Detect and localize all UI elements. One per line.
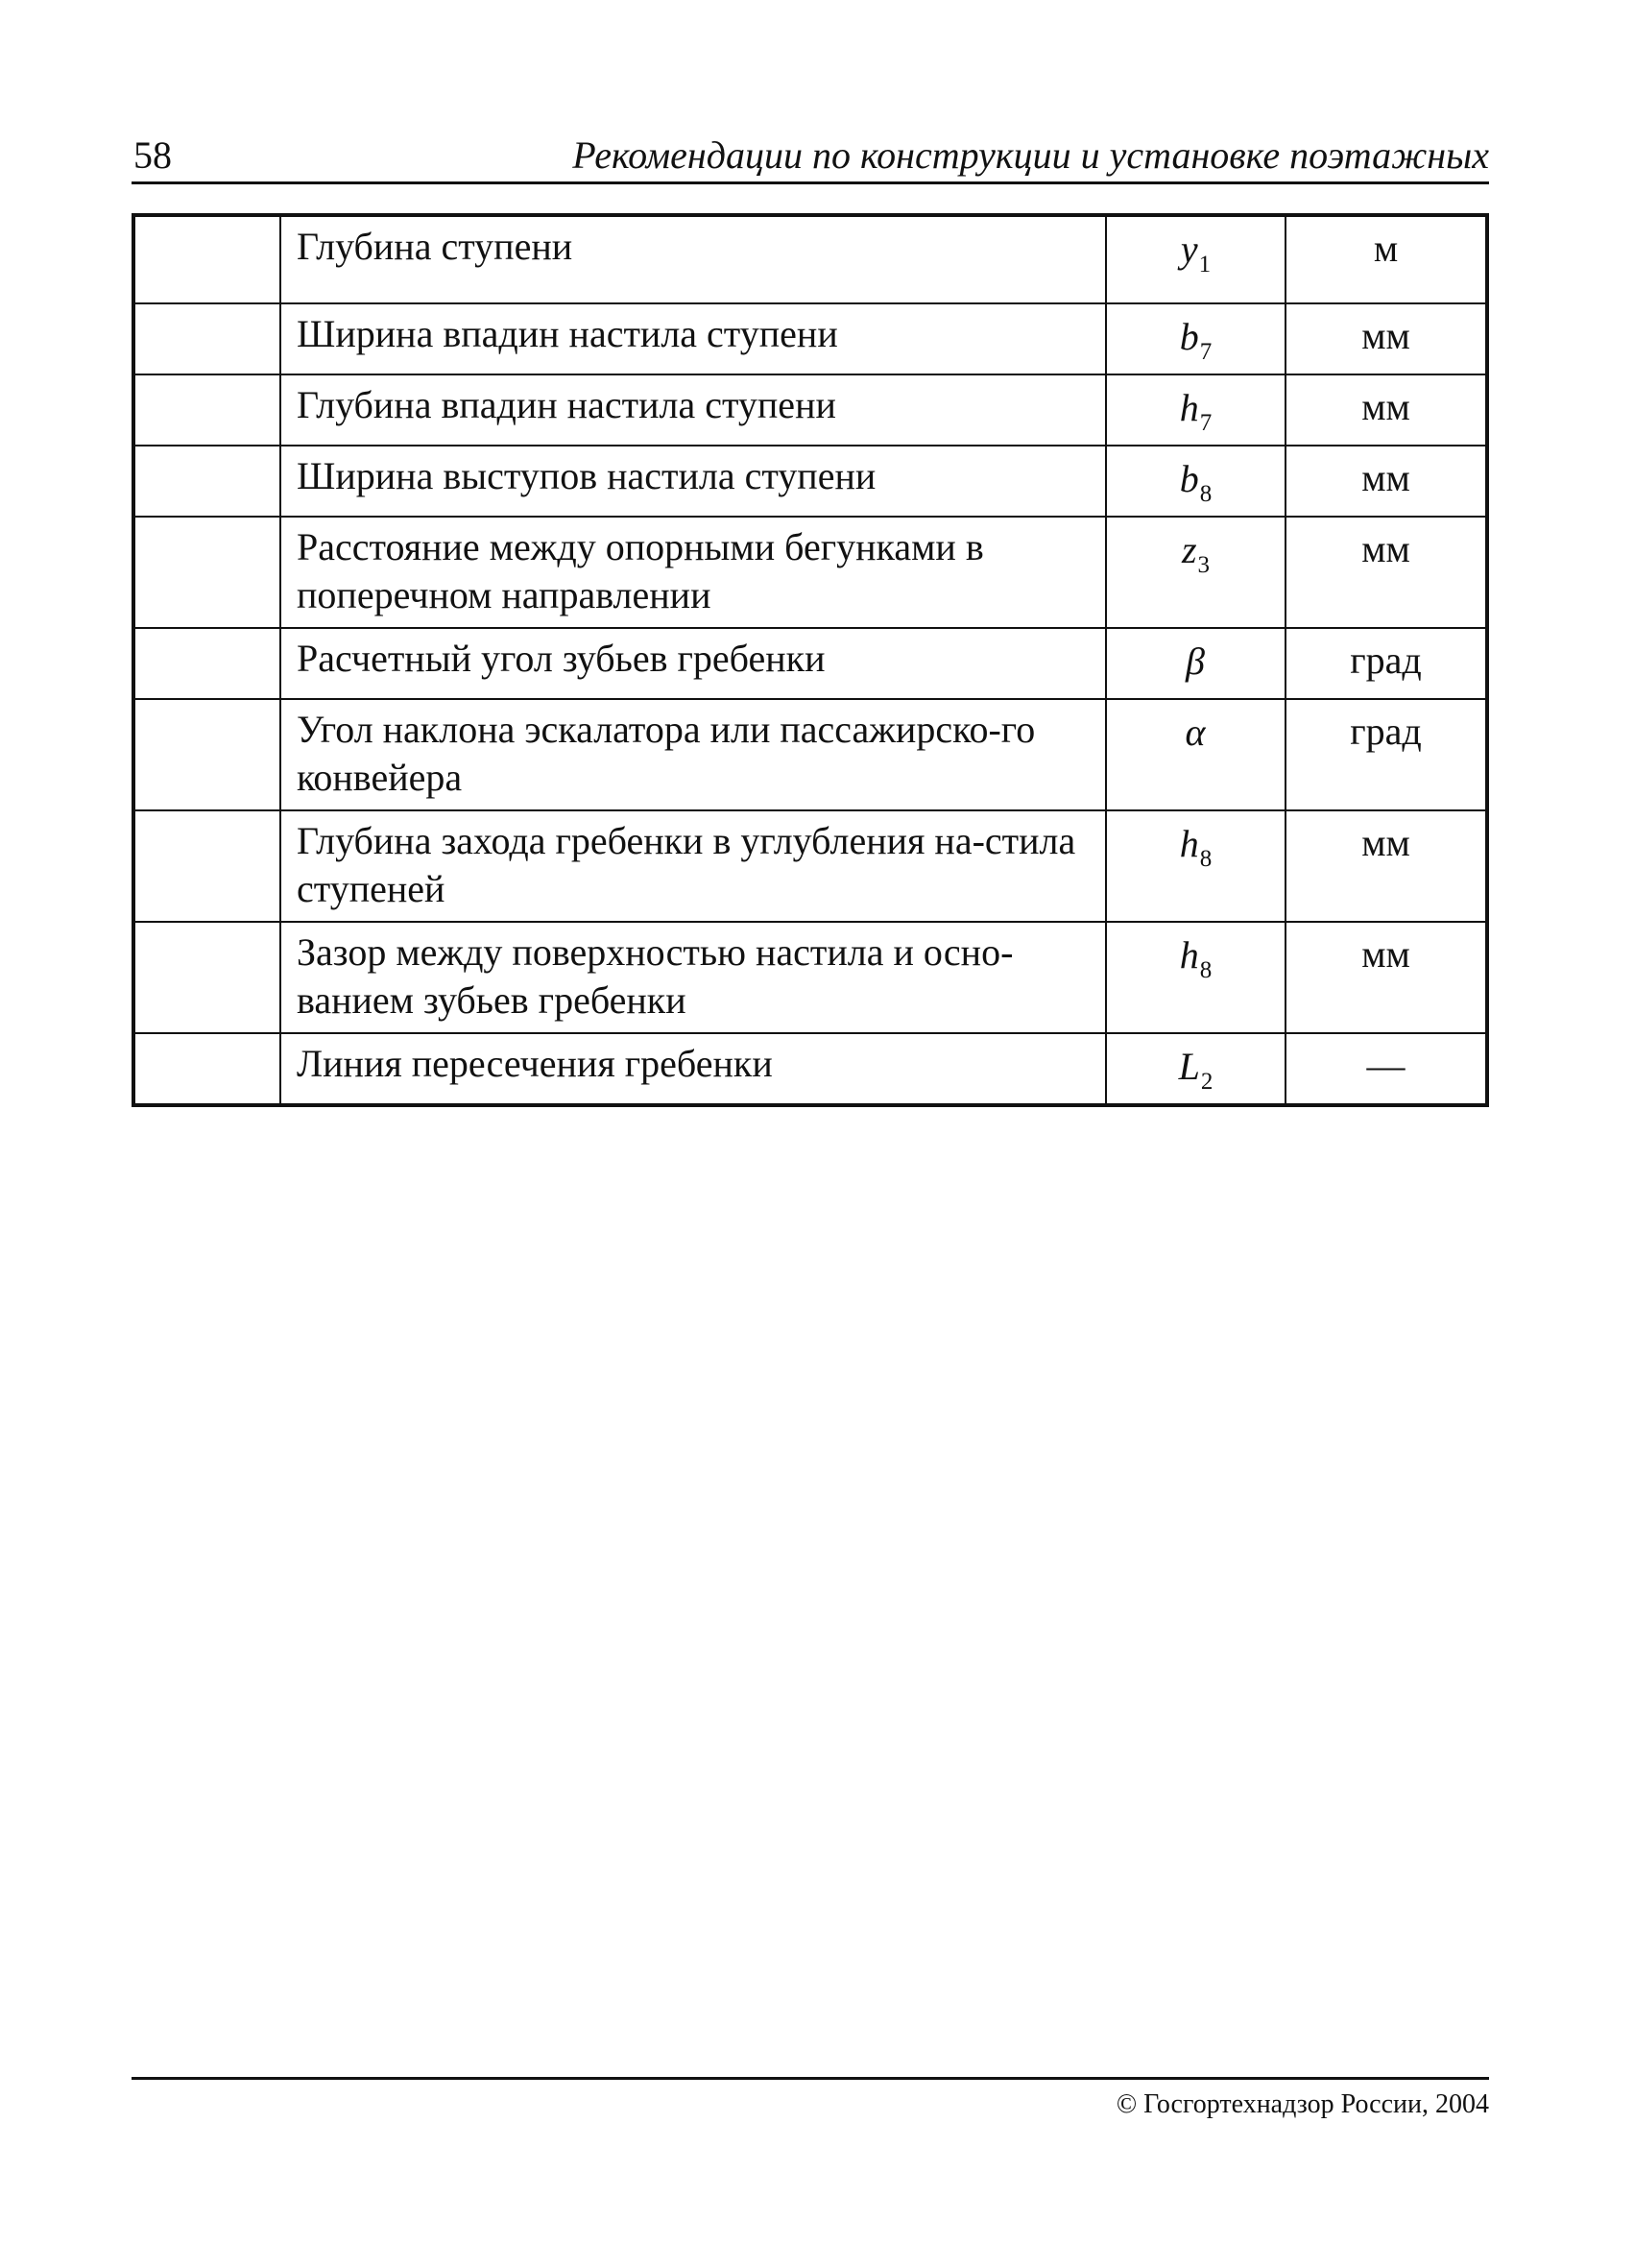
table-row: [133, 446, 1487, 517]
parameter-symbol: [1106, 628, 1286, 699]
parameter-symbol: [1106, 517, 1286, 628]
parameter-unit: град: [1286, 628, 1487, 699]
parameter-symbol: [1106, 810, 1286, 922]
parameter-symbol: [1106, 1033, 1286, 1105]
row-number-cell: [133, 1033, 280, 1105]
parameter-unit: м: [1286, 215, 1487, 303]
parameter-name: Расчетный угол зубьев гребенки: [280, 628, 1106, 699]
symbol-subscript: 7: [1199, 339, 1213, 365]
parameter-symbol: [1106, 699, 1286, 810]
symbol-subscript: 8: [1199, 957, 1213, 983]
symbol-letter: y: [1180, 228, 1198, 271]
table-row: [133, 922, 1487, 1033]
symbol-letter: z: [1181, 528, 1197, 571]
table-row: [133, 810, 1487, 922]
parameter-name: Ширина впадин настила ступени: [280, 303, 1106, 374]
symbol-letter: h: [1179, 822, 1199, 865]
parameter-unit: мм: [1286, 446, 1487, 517]
parameter-name: Угол наклона эскалатора или пассажирско-го конвейера: [280, 699, 1106, 810]
parameter-unit: град: [1286, 699, 1487, 810]
symbol-letter: h: [1179, 386, 1199, 429]
row-number-cell: [133, 215, 280, 303]
symbol-subscript: 1: [1198, 252, 1212, 277]
parameter-unit: мм: [1286, 810, 1487, 922]
symbol-letter: b: [1179, 315, 1199, 358]
copyright-notice: © Госгортехнадзор России, 2004: [1116, 2089, 1489, 2119]
parameter-symbol: [1106, 922, 1286, 1033]
row-number-cell: [133, 810, 280, 922]
symbol-letter: α: [1185, 711, 1206, 754]
parameter-unit: мм: [1286, 374, 1487, 446]
parameter-name: Глубина захода гребенки в углубления на-стила ступеней: [280, 810, 1106, 922]
parameter-symbol: [1106, 215, 1286, 303]
symbol-subscript: 2: [1200, 1069, 1213, 1095]
parameter-name: Глубина ступени: [280, 215, 1106, 303]
parameter-symbol: [1106, 446, 1286, 517]
row-number-cell: [133, 303, 280, 374]
symbol-letter: b: [1179, 457, 1199, 500]
parameter-symbol: [1106, 374, 1286, 446]
table-row: [133, 517, 1487, 628]
parameter-unit: мм: [1286, 517, 1487, 628]
row-number-cell: [133, 517, 280, 628]
footer-rule: [132, 2077, 1489, 2080]
symbol-letter: β: [1186, 639, 1205, 683]
parameter-name: Глубина впадин настила ступени: [280, 374, 1106, 446]
parameters-table: [132, 213, 1489, 1107]
page-number: 58: [133, 133, 172, 177]
header-rule: [132, 181, 1489, 184]
row-number-cell: [133, 699, 280, 810]
table-row: [133, 1033, 1487, 1105]
table-row: [133, 628, 1487, 699]
parameter-name: Расстояние между опорными бегунками в поперечном направлении: [280, 517, 1106, 628]
symbol-subscript: 8: [1199, 481, 1213, 507]
table-row: [133, 699, 1487, 810]
parameter-unit: мм: [1286, 303, 1487, 374]
table-row: [133, 303, 1487, 374]
symbol-letter: h: [1179, 933, 1199, 977]
parameter-name: Ширина выступов настила ступени: [280, 446, 1106, 517]
parameter-unit: мм: [1286, 922, 1487, 1033]
parameter-name: Линия пересечения гребенки: [280, 1033, 1106, 1105]
symbol-subscript: 3: [1197, 552, 1211, 578]
parameter-symbol: [1106, 303, 1286, 374]
symbol-letter: L: [1178, 1045, 1200, 1088]
running-title: Рекомендации по конструкции и установке поэтажных: [572, 133, 1489, 177]
row-number-cell: [133, 446, 280, 517]
row-number-cell: [133, 374, 280, 446]
symbol-subscript: 7: [1199, 410, 1213, 436]
symbol-subscript: 8: [1199, 846, 1213, 872]
table-row: [133, 215, 1487, 303]
parameter-unit: —: [1286, 1033, 1487, 1105]
row-number-cell: [133, 922, 280, 1033]
row-number-cell: [133, 628, 280, 699]
parameter-name: Зазор между поверхностью настила и осно-ванием зубьев гребенки: [280, 922, 1106, 1033]
table-row: [133, 374, 1487, 446]
